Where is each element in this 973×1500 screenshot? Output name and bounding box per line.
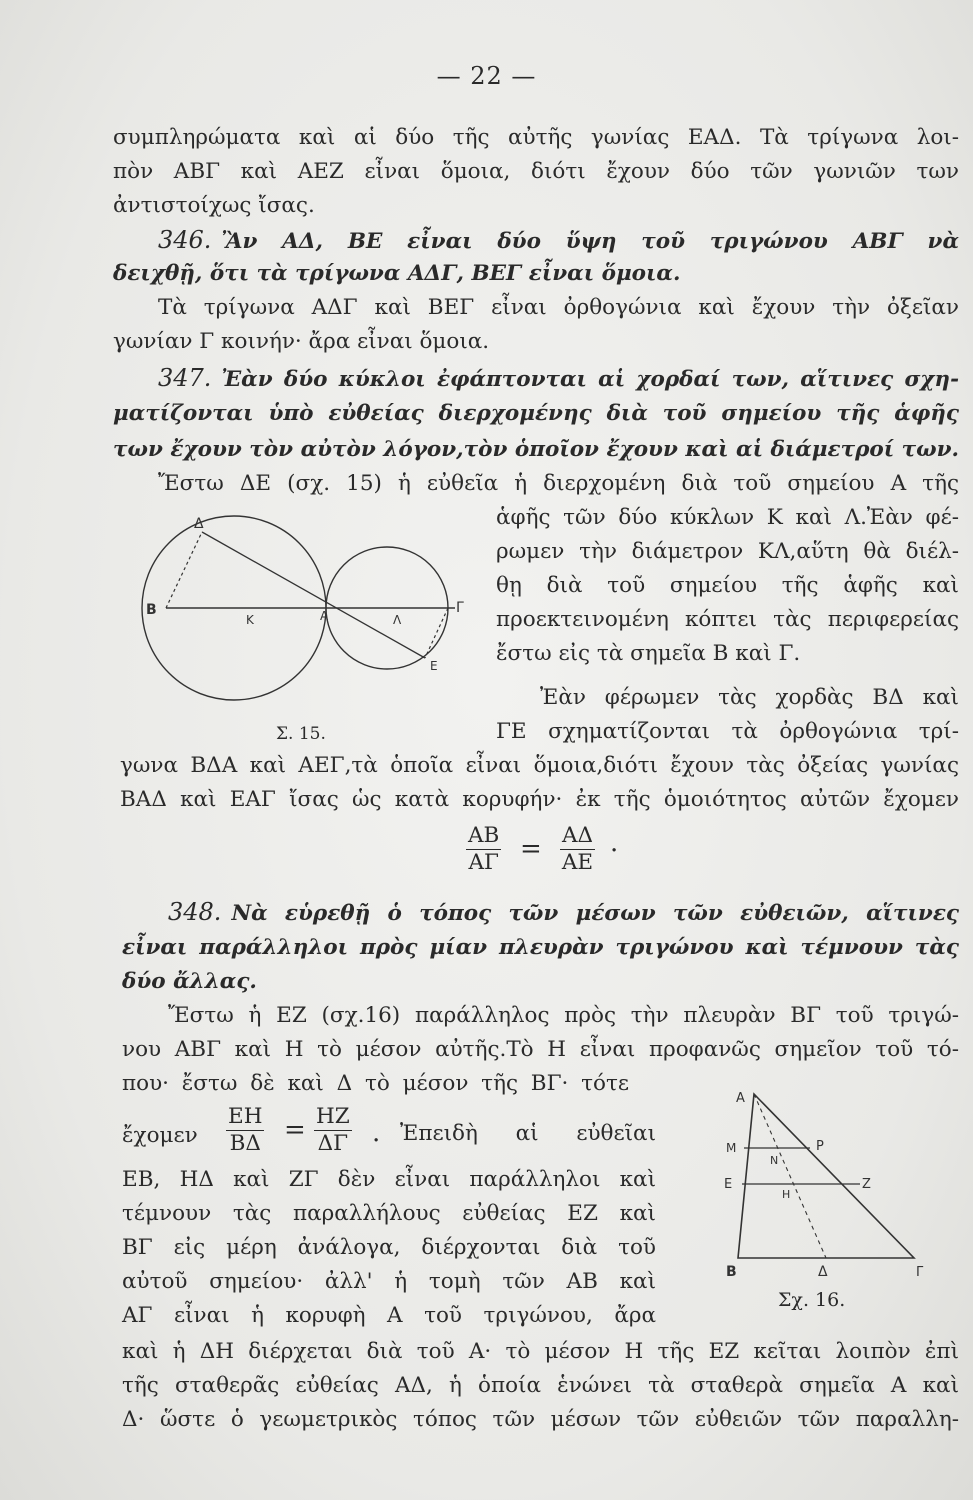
text-line: ἀντιστοίχως ἴσας. <box>113 193 315 218</box>
text-line: ΑΓ εἶναι ἡ κορυφὴ Α τοῦ τριγώνου, ἄρα <box>122 1303 656 1328</box>
problem-text: εἶναι παράλληλοι πρὸς μίαν πλευρὰν τριγώνου καὶ τέμνουν τὰς <box>122 935 959 960</box>
text-line: ἔχομεν <box>122 1123 198 1148</box>
equals-sign: = <box>284 1115 306 1145</box>
denominator: ΔΓ <box>317 1131 349 1156</box>
chord-ge <box>425 608 448 658</box>
numerator: ΕΗ <box>228 1104 263 1129</box>
fraction-ad-ae <box>560 823 595 876</box>
text-line: Ἔστω ΔΕ (σχ. 15) ἡ εὐθεῖα ἡ διερχομένη διὰ τοῦ σημείου Α τῆς <box>158 471 959 496</box>
fraction-ab-ag <box>466 823 501 876</box>
label-n: Ν <box>770 1154 779 1167</box>
text-line: ΒΑΔ καὶ ΕΑΓ ἴσας ὡς κατὰ κορυφήν· ἐκ τῆς ὁμοιότητος αὐτῶν ἔχομεν <box>120 787 959 812</box>
problem-text: Νὰ εὑρεθῇ ὁ τόπος τῶν μέσων τῶν εὐθειῶν, αἵτινες <box>231 901 959 926</box>
numerator: ΑΔ <box>562 823 594 848</box>
label-b: Β <box>146 602 157 618</box>
text-line: ἔστω εἰς τὰ σημεῖα Β καὶ Γ. <box>496 641 801 666</box>
figure-16-caption: Σχ. 16. <box>778 1289 846 1311</box>
label-z: Ζ <box>862 1177 871 1192</box>
text-line: θῃ διὰ τοῦ σημείου τῆς ἁφῆς καὶ <box>496 573 959 598</box>
text-line: καὶ ἡ ΔΗ διέρχεται διὰ τοῦ Α· τὸ μέσον Η τῆς ΕΖ κεῖται λοιπὸν ἐπὶ <box>122 1339 959 1364</box>
problem-number: 346. <box>158 226 212 254</box>
text-line: νου ΑΒΓ καὶ Η τὸ μέσον αὐτῆς.Τὸ Η εἶναι προφανῶς σημεῖον τοῦ τό- <box>122 1037 959 1062</box>
punctuation: · <box>610 836 619 866</box>
text-line: γωνα ΒΔΑ καὶ ΑΕΓ,τὰ ὁποῖα εἶναι ὅμοια,διότι ἔχουν τὰς ὀξείας γωνίας <box>120 753 959 778</box>
label-a: Α <box>736 1091 745 1106</box>
line-de <box>202 532 425 658</box>
page-number: — 22 — <box>436 62 537 90</box>
denominator: ΑΕ <box>561 850 594 875</box>
text-line: Ἐὰν φέρωμεν τὰς χορδὰς ΒΔ καὶ <box>540 685 959 710</box>
text-line: που· ἔστω δὲ καὶ Δ τὸ μέσον τῆς ΒΓ· τότε <box>122 1071 629 1096</box>
problem-text: Ἐὰν δύο κύκλοι ἐφάπτονται αἱ χορδαί των, αἵτινες σχη- <box>221 367 959 392</box>
text-line: γωνίαν Γ κοινήν· ἄρα εἶναι ὅμοια. <box>113 329 490 354</box>
fraction-hz-dg <box>314 1104 352 1157</box>
problem-text: Ἂν ΑΔ, ΒΕ εἶναι δύο ὕψη τοῦ τριγώνου ΑΒΓ νὰ <box>221 229 959 254</box>
label-d: Δ <box>818 1264 828 1280</box>
text-line: Ἐπειδὴ αἱ εὐθεῖαι <box>400 1121 656 1146</box>
punctuation: . <box>372 1118 381 1148</box>
label-b: Β <box>726 1264 737 1280</box>
problem-number: 348. <box>168 898 222 926</box>
equals-sign: = <box>520 834 542 864</box>
median-ad <box>754 1094 826 1258</box>
text-line: ΓΕ σχηματίζονται τὰ ὀρθογώνια τρί- <box>496 719 959 744</box>
text-line: Ἔστω ἡ ΕΖ (σχ.16) παράλληλος πρὸς τὴν πλευρὰν ΒΓ τοῦ τριγώ- <box>168 1003 959 1028</box>
text-line: προεκτεινομένη κόπτει τὰς περιφερείας <box>496 607 959 632</box>
numerator: ΑΒ <box>468 823 500 848</box>
problem-number: 347. <box>158 364 212 392</box>
text-line: ρωμεν τὴν διάμετρον ΚΛ,αὕτη θὰ διέλ- <box>496 539 959 564</box>
text-line: συμπληρώματα καὶ αἱ δύο τῆς αὐτῆς γωνίας ΕΑΔ. Τὰ τρίγωνα λοι- <box>113 125 959 150</box>
label-h: Η <box>782 1188 791 1201</box>
figure-15 <box>140 510 480 740</box>
numerator: ΗΖ <box>316 1104 350 1129</box>
label-l: Λ <box>393 613 402 627</box>
problem-text: ματίζονται ὑπὸ εὐθείας διερχομένης διὰ τοῦ σημείου τῆς ἁφῆς <box>113 401 959 426</box>
label-k: Κ <box>246 613 254 627</box>
text-line: αὐτοῦ σημείου· ἀλλ' ἡ τομὴ τῶν ΑΒ καὶ <box>122 1269 656 1294</box>
figure-16 <box>718 1082 948 1292</box>
problem-346-statement <box>158 226 959 256</box>
text-line: πὸν ΑΒΓ καὶ ΑΕΖ εἶναι ὅμοια, διότι ἔχουν δύο τῶν γωνιῶν των <box>113 159 959 184</box>
text-line: ἁφῆς τῶν δύο κύκλων Κ καὶ Λ.Ἐὰν φέ- <box>496 505 959 530</box>
text-line: ΒΓ εἰς μέρη ἀνάλογα, διέρχονται διὰ τοῦ <box>122 1235 656 1260</box>
label-g: Γ <box>916 1265 924 1280</box>
label-d: Δ <box>194 516 204 532</box>
denominator: ΒΔ <box>229 1131 261 1156</box>
fraction-eh-bd <box>226 1104 264 1157</box>
figure-15-caption: Σ. 15. <box>276 724 326 744</box>
text-line: Δ· ὥστε ὁ γεωμετρικὸς τόπος τῶν μέσων τῶν εὐθειῶν τῶν παραλλη- <box>122 1407 959 1432</box>
text-line: ΕΒ, ΗΔ καὶ ΖΓ δὲν εἶναι παράλληλοι καὶ <box>122 1167 656 1192</box>
chord-bd <box>166 532 202 608</box>
label-p: Ρ <box>816 1139 824 1154</box>
label-e: Ε <box>724 1177 733 1192</box>
text-line: τέμνουν τὰς παραλλήλους εὐθείας ΕΖ καὶ <box>122 1201 656 1226</box>
problem-text: δύο ἄλλας. <box>122 969 257 994</box>
label-e: Ε <box>430 659 438 673</box>
problem-347-statement <box>158 364 959 394</box>
text-line: Τὰ τρίγωνα ΑΔΓ καὶ ΒΕΓ εἶναι ὀρθογώνια καὶ ἔχουν τὴν ὀξεῖαν <box>158 295 959 320</box>
label-g: Γ <box>456 600 464 616</box>
problem-text: των ἔχουν τὸν αὐτὸν λόγον,τὸν ὁποῖον ἔχουν καὶ αἱ διάμετροί των. <box>113 437 959 462</box>
label-a: Α <box>320 609 329 623</box>
problem-text: δειχθῇ, ὅτι τὰ τρίγωνα ΑΔΓ, ΒΕΓ εἶναι ὅμοια. <box>113 261 681 286</box>
problem-348-statement <box>168 898 959 928</box>
label-m: Μ <box>726 1141 737 1155</box>
text-line: τῆς σταθερᾶς εὐθείας ΑΔ, ἡ ὁποία ἑνώνει τὰ σταθερὰ σημεῖα Α καὶ <box>122 1373 959 1398</box>
denominator: ΑΓ <box>468 850 499 875</box>
